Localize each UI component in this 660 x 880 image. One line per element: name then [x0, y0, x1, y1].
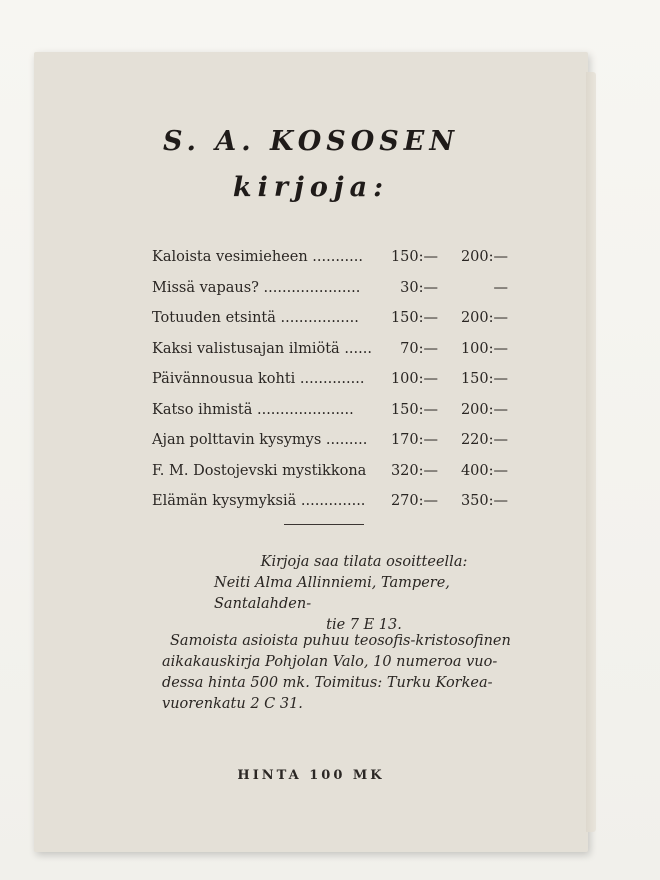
book-price-1: 150:— — [390, 401, 438, 418]
book-price-2: 220:— — [460, 432, 508, 448]
book-row — [152, 303, 512, 334]
order-info-line: tie 7 E 13. — [326, 617, 402, 633]
book-title: Katso ihmistä ..................... — [152, 401, 354, 418]
book-row — [152, 364, 512, 395]
author-title: S. A. KOSOSEN — [162, 126, 460, 157]
book-price-2: 100:— — [460, 340, 508, 357]
book-price-1: 30:— — [400, 279, 438, 296]
book-price-2: 200:— — [460, 249, 508, 265]
book-price-2: 150:— — [460, 371, 508, 387]
book-title: Kaksi valistusajan ilmiötä ...... — [152, 340, 372, 357]
book-title: Totuuden etsintä ................. — [152, 310, 359, 326]
book-row — [152, 395, 512, 426]
list-heading: kirjoja: — [232, 172, 390, 203]
book-title: Ajan polttavin kysymys ......... — [152, 432, 368, 448]
book-price-1: 320:— — [390, 462, 438, 479]
book-price-1: 150:— — [390, 310, 438, 326]
book-title: Päivännousua kohti .............. — [152, 371, 365, 387]
book-price-2: — — [493, 279, 508, 296]
book-row — [152, 242, 512, 273]
book-back-cover — [34, 52, 588, 852]
divider — [284, 524, 364, 525]
order-info-line: Kirjoja saa tilata osoitteella: — [260, 554, 468, 570]
book-price-1: 270:— — [390, 493, 438, 509]
book-price-1: 150:— — [390, 249, 438, 265]
order-info — [214, 552, 514, 636]
magazine-info-line: Samoista asioista puhuu teosofis-kristosofinen — [170, 633, 511, 649]
book-title: Elämän kysymyksiä .............. — [152, 493, 366, 509]
cover-content — [34, 52, 588, 852]
book-price-2: 200:— — [460, 401, 508, 418]
magazine-info — [162, 631, 512, 715]
magazine-info-line: aikakauskirja Pohjolan Valo, 10 numeroa vuo- — [162, 654, 498, 670]
book-price-2: 200:— — [460, 310, 508, 326]
magazine-info-line: dessa hinta 500 mk. Toimitus: Turku Korkea- — [162, 675, 493, 691]
book-price-2: 350:— — [460, 493, 508, 509]
book-price-1: 70:— — [400, 340, 438, 357]
book-title: Missä vapaus? ..................... — [152, 279, 361, 296]
book-title: F. M. Dostojevski mystikkona — [152, 462, 367, 479]
book-price-1: 100:— — [390, 371, 438, 387]
price-footer: HINTA 100 MK — [237, 768, 385, 783]
book-price-1: 170:— — [390, 432, 438, 448]
book-row — [152, 486, 512, 517]
book-row — [152, 273, 512, 304]
book-price-2: 400:— — [460, 462, 508, 479]
book-row — [152, 334, 512, 365]
book-title: Kaloista vesimieheen ........... — [152, 249, 363, 265]
order-info-line: Neiti Alma Allinniemi, Tampere, Santalahden- — [214, 575, 450, 612]
book-row — [152, 456, 512, 487]
magazine-info-line: vuorenkatu 2 C 31. — [162, 696, 303, 712]
book-list — [152, 242, 512, 517]
book-row — [152, 425, 512, 456]
